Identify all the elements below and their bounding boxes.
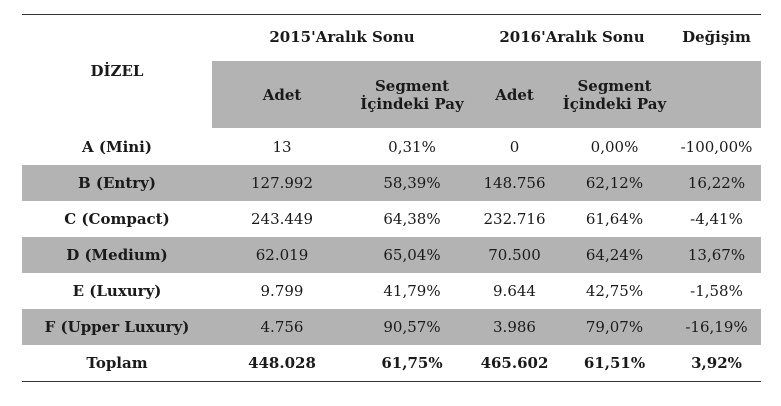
subheader-pay-2015 <box>352 61 472 128</box>
corner-label: DİZEL <box>90 62 144 80</box>
cell-pay-2016: 0,00% <box>590 138 639 156</box>
cell-pay-2015: 65,04% <box>383 246 441 264</box>
cell-adet-2016: 9.644 <box>493 282 536 300</box>
cell-adet-2016: 232.716 <box>483 210 546 228</box>
cell-adet-2015: 4.756 <box>260 318 304 336</box>
row-segment: B (Entry) <box>78 174 156 192</box>
subheader-pay-2016 <box>557 61 672 128</box>
total-adet-2016: 465.602 <box>480 354 549 372</box>
group-header-change: Değişim <box>682 28 751 46</box>
cell-pay-2016: 79,07% <box>585 318 644 336</box>
cell-change: -4,41% <box>690 210 743 228</box>
total-change: 3,92% <box>691 354 742 372</box>
subheader-pay-2015-line2: İçindeki Pay <box>360 94 464 113</box>
cell-pay-2015: 90,57% <box>383 318 441 336</box>
row-segment: F (Upper Luxury) <box>44 318 190 336</box>
cell-change: -100,00% <box>680 138 753 156</box>
cell-adet-2015: 13 <box>272 138 292 156</box>
cell-adet-2015: 127.992 <box>250 174 314 192</box>
cell-change: 16,22% <box>687 174 746 192</box>
subheader-pay-2016-line1: Segment <box>577 76 652 95</box>
row-segment: C (Compact) <box>64 210 170 228</box>
row-segment: A (Mini) <box>82 138 152 156</box>
subheader-pay-2015-line1: Segment <box>374 76 450 95</box>
cell-change: -16,19% <box>685 318 748 336</box>
cell-pay-2015: 58,39% <box>383 174 441 192</box>
cell-adet-2016: 148.756 <box>483 174 546 192</box>
subheader-adet-2015: Adet <box>262 85 302 104</box>
cell-adet-2016: 70.500 <box>488 246 541 264</box>
cell-pay-2015: 64,38% <box>383 210 441 228</box>
cell-pay-2015: 0,31% <box>388 138 436 156</box>
row-segment: D (Medium) <box>66 246 168 264</box>
cell-adet-2016: 3.986 <box>493 318 536 336</box>
cell-change: 13,67% <box>687 246 746 264</box>
group-header-2016: 2016'Aralık Sonu <box>499 28 645 46</box>
row-segment: E (Luxury) <box>72 282 162 300</box>
subheader-adet-2016: Adet <box>495 85 534 104</box>
table-bottom-rule <box>22 381 761 382</box>
cell-adet-2015: 62.019 <box>255 246 309 264</box>
cell-change: -1,58% <box>690 282 743 300</box>
total-adet-2015: 448.028 <box>248 354 316 372</box>
cell-adet-2016: 0 <box>509 138 520 156</box>
cell-pay-2016: 42,75% <box>585 282 644 300</box>
total-pay-2015: 61,75% <box>381 354 443 372</box>
cell-pay-2016: 62,12% <box>585 174 644 192</box>
cell-adet-2015: 243.449 <box>250 210 314 228</box>
cell-adet-2015: 9.799 <box>260 282 304 300</box>
cell-pay-2016: 64,24% <box>585 246 644 264</box>
total-pay-2016: 61,51% <box>583 354 646 372</box>
cell-pay-2016: 61,64% <box>585 210 644 228</box>
total-label: Toplam <box>86 354 148 372</box>
group-header-2015: 2015'Aralık Sonu <box>269 28 415 46</box>
subheader-pay-2016-line2: İçindeki Pay <box>562 94 667 113</box>
cell-pay-2015: 41,79% <box>383 282 441 300</box>
